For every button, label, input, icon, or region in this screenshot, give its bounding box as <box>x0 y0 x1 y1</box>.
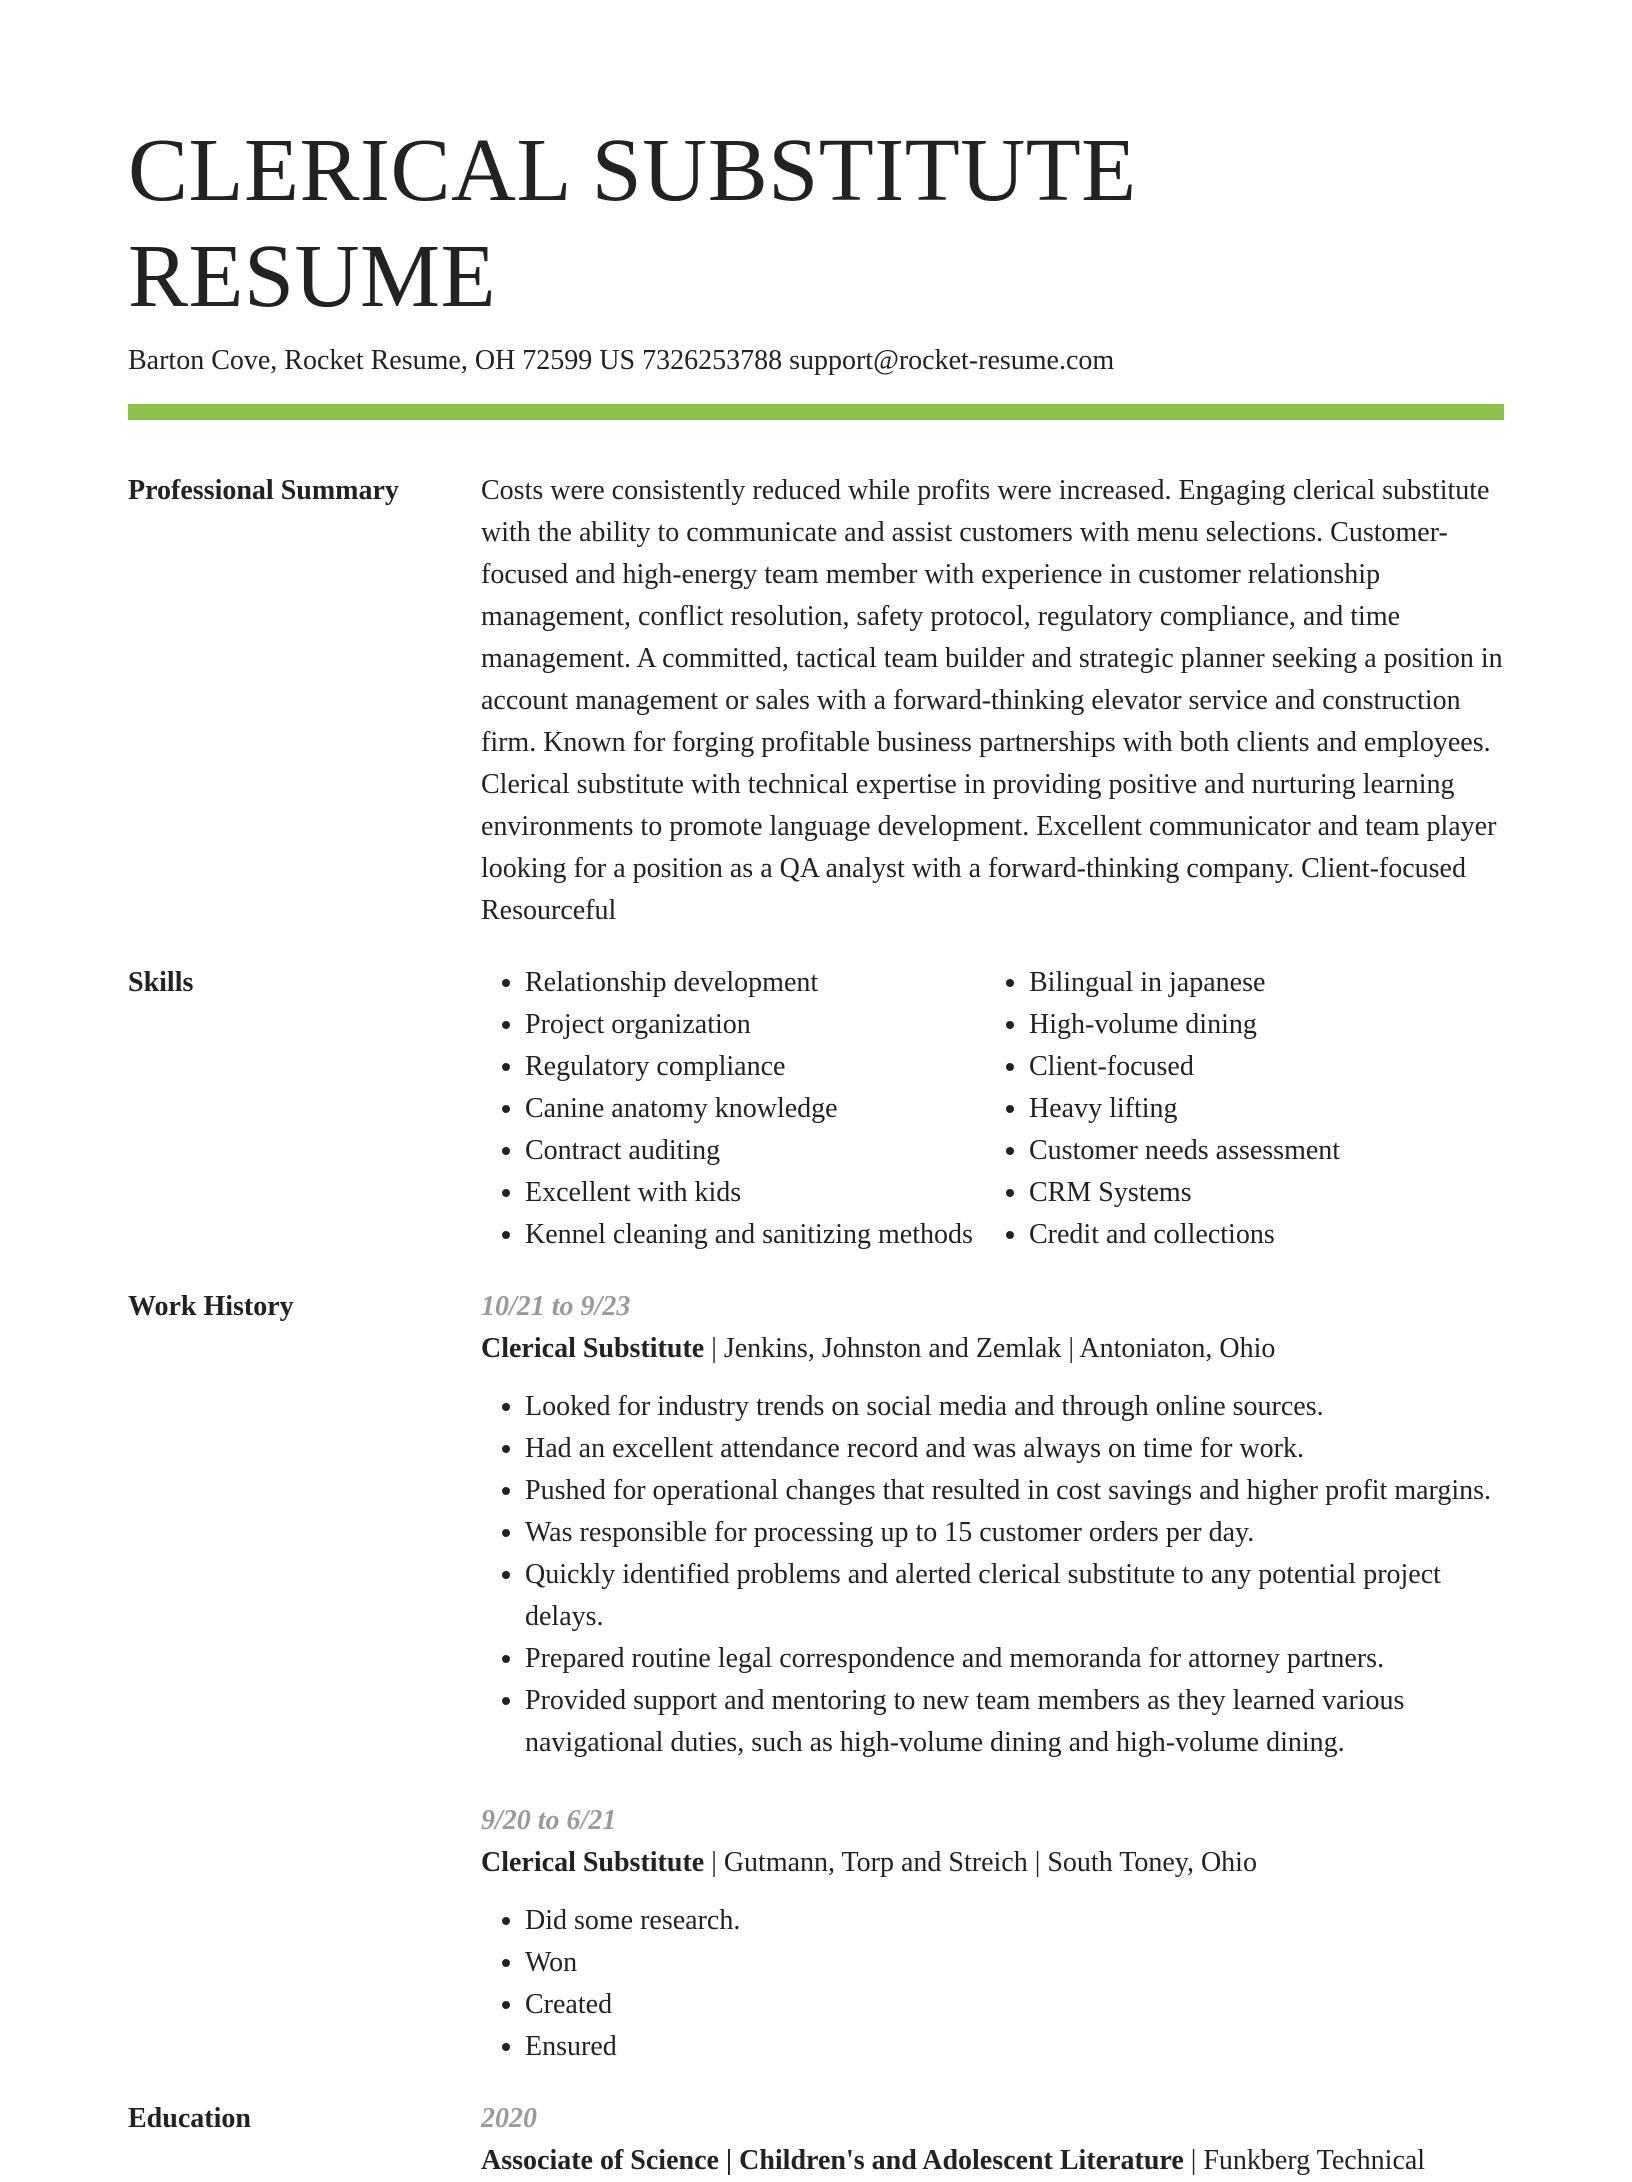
job-title-line <box>481 1328 1504 1370</box>
job-entry <box>481 1286 1504 1764</box>
summary-body <box>481 470 1504 932</box>
education-line <box>481 2140 1504 2182</box>
job-dates: 9/20 to 6/21 <box>481 1805 617 1836</box>
education-body <box>481 2098 1504 2182</box>
skills-section <box>128 962 1504 1256</box>
education-school: | Funkberg Technical <box>1183 2145 1426 2176</box>
education-label: Education <box>128 2103 251 2134</box>
resume-title: CLERICAL SUBSTITUTE RESUME <box>128 121 1137 326</box>
skills-body <box>481 962 1504 1256</box>
job-dates: 10/21 to 9/23 <box>481 1291 631 1322</box>
skill-item: • High-volume dining <box>1029 1004 1340 1046</box>
job-bullet: • Quickly identified problems and alerted clerical substitute to any potential project delays. <box>525 1554 1504 1638</box>
job-bullet: • Created <box>525 1984 1504 2026</box>
job-bullet: • Provided support and mentoring to new team members as they learned various navigational duties, such as high-volume dining and high-volume dining. <box>525 1680 1504 1764</box>
work-history-body <box>481 1286 1504 2068</box>
skill-item: • Heavy lifting <box>1029 1088 1340 1130</box>
job-bullet: • Ensured <box>525 2026 1504 2068</box>
work-history-section <box>128 1286 1504 2068</box>
summary-label: Professional Summary <box>128 475 399 506</box>
job-bullet: • Pushed for operational changes that resulted in cost savings and higher profit margins. <box>525 1470 1504 1512</box>
skill-item: • CRM Systems <box>1029 1172 1340 1214</box>
skill-item: • Client-focused <box>1029 1046 1340 1088</box>
job-bullet: • Won <box>525 1942 1504 1984</box>
job-bullet: • Did some research. <box>525 1900 1504 1942</box>
skills-label: Skills <box>128 967 194 998</box>
education-section <box>128 2098 1504 2182</box>
summary-text: Costs were consistently reduced while profits were increased. Engaging clerical substitute with the ability to communicate and assist customers with menu selections. Customer-focused and high-energy team member with experience in customer relationship management, conflict resolution, safety protocol, regulatory compliance, and time management. A committed, tactical team builder and strategic planner seeking a position in account management or sales with a forward-thinking elevator service and construction firm. Known for forging profitable business partnerships with both clients and employees. Clerical substitute with technical expertise in providing positive and nurturing learning environments to promote language development. Excellent communicator and team player looking for a position as a QA analyst with a forward-thinking company. Client-focused Resourceful <box>481 475 1503 926</box>
accent-divider <box>128 404 1504 420</box>
job-bullet: • Prepared routine legal correspondence and memoranda for attorney partners. <box>525 1638 1504 1680</box>
job-title-line <box>481 1842 1504 1884</box>
job-employer-location: | Jenkins, Johnston and Zemlak | Antoniaton, Ohio <box>704 1333 1276 1364</box>
skill-item: • Contract auditing <box>525 1130 985 1172</box>
summary-section <box>128 470 1504 932</box>
skill-item: • Excellent with kids <box>525 1172 985 1214</box>
skill-item: • Kennel cleaning and sanitizing methods <box>525 1214 985 1256</box>
skill-item: • Project organization <box>525 1004 985 1046</box>
skills-column-1 <box>481 962 985 1256</box>
education-year: 2020 <box>481 2103 537 2134</box>
job-bullets <box>481 1900 1504 2068</box>
skill-item: • Regulatory compliance <box>525 1046 985 1088</box>
skills-column-2 <box>985 962 1340 1256</box>
work-history-label: Work History <box>128 1291 294 1322</box>
education-degree: Associate of Science | Children's and Adolescent Literature <box>481 2145 1184 2176</box>
skill-item: • Canine anatomy knowledge <box>525 1088 985 1130</box>
job-bullet: • Looked for industry trends on social media and through online sources. <box>525 1386 1504 1428</box>
job-title: Clerical Substitute <box>481 1333 705 1364</box>
job-employer-location: | Gutmann, Torp and Streich | South Toney, Ohio <box>704 1847 1257 1878</box>
skill-item: • Customer needs assessment <box>1029 1130 1340 1172</box>
skill-item: • Credit and collections <box>1029 1214 1340 1256</box>
skill-item: • Bilingual in japanese <box>1029 962 1340 1004</box>
job-bullets <box>481 1386 1504 1764</box>
skill-item: • Relationship development <box>525 962 985 1004</box>
contact-line: Barton Cove, Rocket Resume, OH 72599 US 7326253788 support@rocket-resume.com <box>128 345 1115 376</box>
job-bullet: • Was responsible for processing up to 15 customer orders per day. <box>525 1512 1504 1554</box>
job-entry <box>481 1800 1504 2068</box>
job-title: Clerical Substitute <box>481 1847 705 1878</box>
job-bullet: • Had an excellent attendance record and was always on time for work. <box>525 1428 1504 1470</box>
skills-columns <box>481 962 1504 1256</box>
